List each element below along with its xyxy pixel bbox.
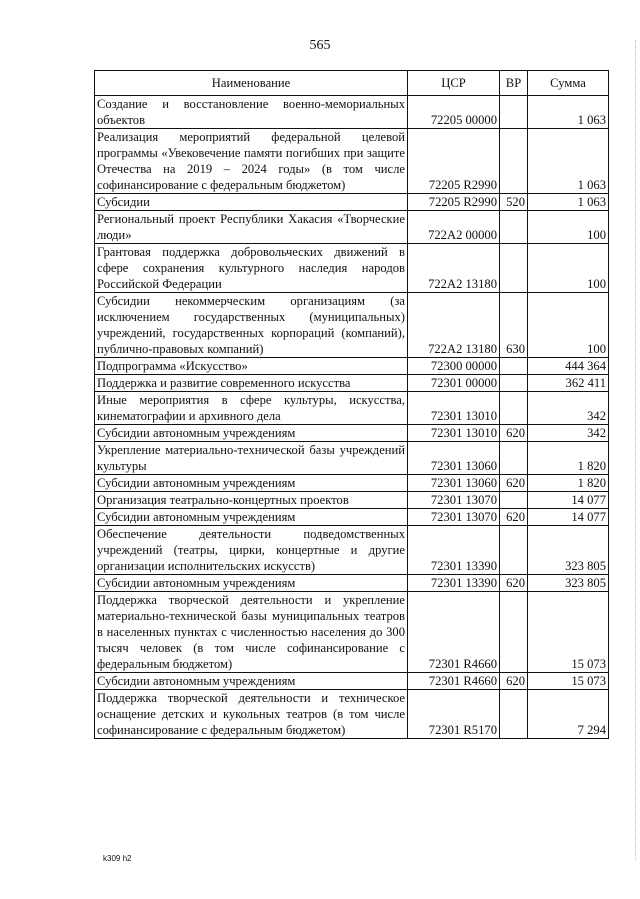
row-vr [500,96,528,129]
table-row [95,425,609,442]
row-sum: 323 805 [528,575,609,592]
row-name: Региональный проект Республики Хакасия «Творческие люди» [95,211,408,244]
row-sum: 362 411 [528,375,609,392]
row-vr: 620 [500,475,528,492]
row-csr: 72301 13010 [408,392,500,425]
row-vr [500,592,528,673]
table-row [95,392,609,425]
row-sum: 100 [528,211,609,244]
row-csr: 72300 00000 [408,358,500,375]
row-csr: 72301 R4660 [408,592,500,673]
row-csr: 72205 R2990 [408,129,500,194]
row-name: Субсидии автономным учреждениям [95,575,408,592]
row-name: Субсидии автономным учреждениям [95,425,408,442]
row-sum: 1 063 [528,129,609,194]
row-name: Подпрограмма «Искусство» [95,358,408,375]
row-vr [500,375,528,392]
row-csr: 72301 13060 [408,475,500,492]
header-sum: Сумма [528,71,609,96]
row-csr: 72301 R5170 [408,690,500,739]
row-vr: 620 [500,509,528,526]
table-row [95,293,609,358]
row-name: Субсидии автономным учреждениям [95,475,408,492]
row-name: Обеспечение деятельности подведомственных учреждений (театры, цирки, концертные и другие организации исполнительских искусств) [95,526,408,575]
row-sum: 1 063 [528,96,609,129]
row-vr [500,690,528,739]
document-code: k309 h2 [103,854,132,863]
row-csr: 72301 R4660 [408,673,500,690]
row-csr: 72301 00000 [408,375,500,392]
table-row [95,492,609,509]
row-sum: 444 364 [528,358,609,375]
row-name: Поддержка и развитие современного искусства [95,375,408,392]
table-row [95,129,609,194]
row-csr: 72301 13390 [408,526,500,575]
row-vr: 620 [500,673,528,690]
row-sum: 14 077 [528,492,609,509]
row-name: Организация театрально-концертных проектов [95,492,408,509]
row-name: Субсидии автономным учреждениям [95,673,408,690]
row-vr [500,526,528,575]
row-sum: 1 820 [528,475,609,492]
row-sum: 15 073 [528,592,609,673]
row-name: Создание и восстановление военно-мемориальных объектов [95,96,408,129]
row-sum: 1 063 [528,194,609,211]
table-row [95,526,609,575]
row-name: Субсидии некоммерческим организациям (за исключением государственных (муниципальных) учреждений, государственных корпораций (компаний), публично-правовых компаний) [95,293,408,358]
row-sum: 100 [528,293,609,358]
row-vr [500,244,528,293]
table-row [95,673,609,690]
row-vr [500,358,528,375]
row-csr: 722А2 13180 [408,293,500,358]
row-name: Поддержка творческой деятельности и техническое оснащение детских и кукольных театров (в том числе софинансирование с федеральным бюджетом) [95,690,408,739]
table-row [95,592,609,673]
row-csr: 72301 13010 [408,425,500,442]
table-row [95,211,609,244]
row-name: Иные мероприятия в сфере культуры, искусства, кинематографии и архивного дела [95,392,408,425]
row-csr: 72205 00000 [408,96,500,129]
row-csr: 72301 13070 [408,509,500,526]
row-vr [500,392,528,425]
table-row [95,375,609,392]
row-csr: 722А2 13180 [408,244,500,293]
table-row [95,509,609,526]
row-name: Реализация мероприятий федеральной целевой программы «Увековечение памяти погибших при защите Отечества на 2019 – 2024 годы» (в том числе софинансирование с федеральным бюджетом) [95,129,408,194]
row-name: Субсидии автономным учреждениям [95,509,408,526]
row-sum: 1 820 [528,442,609,475]
row-sum: 342 [528,425,609,442]
header-name: Наименование [95,71,408,96]
row-sum: 100 [528,244,609,293]
row-csr: 72301 13060 [408,442,500,475]
row-csr: 72301 13390 [408,575,500,592]
table-row [95,442,609,475]
table-row [95,194,609,211]
table-body [95,96,609,739]
row-vr: 630 [500,293,528,358]
row-sum: 7 294 [528,690,609,739]
row-name: Грантовая поддержка добровольческих движений в сфере сохранения культурного наследия народов Российской Федерации [95,244,408,293]
table-row [95,358,609,375]
row-csr: 722А2 00000 [408,211,500,244]
header-vr: ВР [500,71,528,96]
row-vr: 620 [500,425,528,442]
row-vr: 520 [500,194,528,211]
row-name: Поддержка творческой деятельности и укрепление материально-технической базы муниципальных театров в населенных пунктах с численностью населения до 300 тысяч человек (в том числе софинансирование с федеральным бюджетом) [95,592,408,673]
row-sum: 14 077 [528,509,609,526]
table-header-row [95,71,609,96]
header-csr: ЦСР [408,71,500,96]
budget-table [94,70,609,739]
row-vr [500,211,528,244]
row-sum: 15 073 [528,673,609,690]
table-row [95,96,609,129]
row-vr [500,129,528,194]
page-number: 565 [309,38,331,53]
row-vr [500,492,528,509]
scan-edge-line [634,40,636,860]
row-sum: 323 805 [528,526,609,575]
row-vr [500,442,528,475]
row-csr: 72301 13070 [408,492,500,509]
row-name: Укрепление материально-технической базы учреждений культуры [95,442,408,475]
table-row [95,475,609,492]
table-row [95,690,609,739]
row-vr: 620 [500,575,528,592]
row-sum: 342 [528,392,609,425]
row-csr: 72205 R2990 [408,194,500,211]
row-name: Субсидии [95,194,408,211]
table-row [95,244,609,293]
table-row [95,575,609,592]
